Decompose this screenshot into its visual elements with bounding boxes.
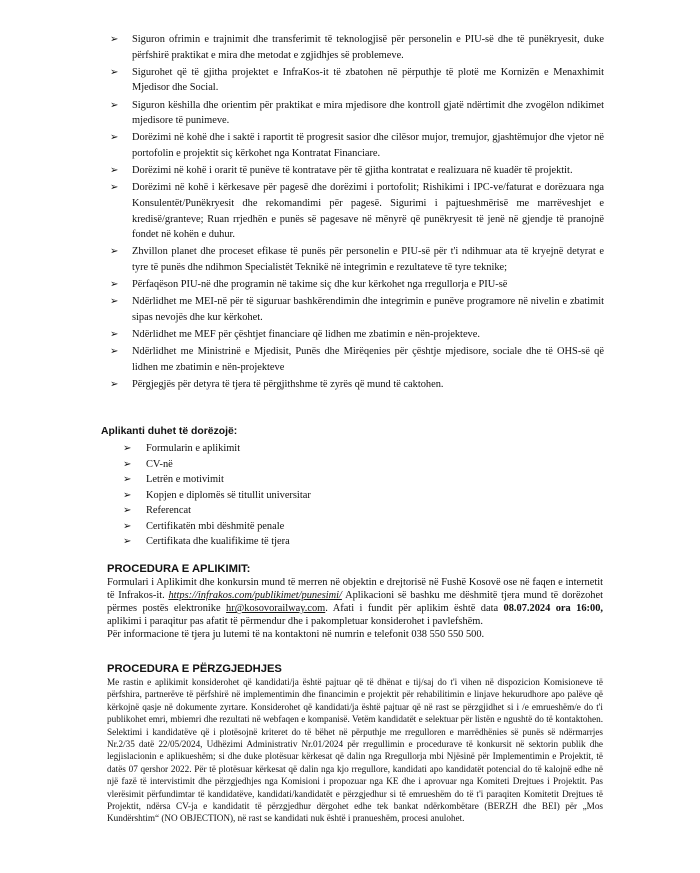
document-text: Letrën e motivimit bbox=[146, 474, 224, 485]
responsibility-item bbox=[104, 163, 604, 179]
document-item bbox=[123, 441, 311, 457]
responsibility-item bbox=[104, 32, 604, 63]
arrow-bullet-icon: ➢ bbox=[110, 279, 119, 291]
document-item bbox=[123, 472, 311, 488]
arrow-bullet-icon: ➢ bbox=[123, 536, 132, 547]
document-item bbox=[123, 488, 311, 504]
responsibility-item bbox=[104, 65, 604, 96]
application-text-1: Formulari i Aplikimit dhe konkursin mund të merren në objektin e drejtorisë në Fushë Kosovë ose në faqen e internetit të Infrakos-it. bbox=[107, 577, 603, 602]
contact-paragraph: Për informacione të tjera ju lutemi të na kontaktoni në numrin e telefonit 038 550 550 500. bbox=[107, 629, 485, 641]
responsibility-text: Siguron këshilla dhe orientim për praktikat e mira mjedisore dhe kontroll gjatë ndërtimit dhe zvogëlon ndikimet mjedisore të punimeve. bbox=[132, 99, 604, 127]
application-text-2: Aplikacioni së bashku me dëshmitë tjera mund të dorëzohet përmes postës elektronike bbox=[107, 590, 603, 615]
document-text: Certifikatën mbi dëshmitë penale bbox=[146, 520, 285, 532]
application-section bbox=[107, 562, 603, 641]
arrow-bullet-icon: ➢ bbox=[110, 346, 119, 358]
responsibility-item bbox=[104, 344, 604, 375]
application-deadline: 08.07.2024 ora 16:00, bbox=[503, 603, 604, 615]
application-text-3: . Afati i fundit për aplikim është data bbox=[325, 603, 504, 615]
documents-title: Aplikanti duhet të dorëzojë: bbox=[101, 426, 238, 437]
arrow-bullet-icon: ➢ bbox=[110, 99, 119, 111]
document-text: CV-në bbox=[146, 458, 173, 470]
responsibility-item bbox=[104, 277, 604, 293]
selection-paragraph: Me rastin e aplikimit konsiderohet që kandidati/ja është pajtuar që të dhënat e tij/saj do t'i vihen në dispozicion Komisioneve të përfshira, partnerëve të përfshirë në implementimin dhe financimin e projektit për rehabilitimin e linjave hekurudhore apo palëve që kërkojnë qasje në dokumente zyrtare. Konsiderohet që kandidati/ja është pajtuar që në rast se përzgjidhet si i /e emrueshëm/e do t'i publikohet emri, mbiemri dhe rezultati në webfaqen e kompanisë. Vetëm kandidatët e selektuar për listën e ngushtë do të kontaktohen. Selektimi i kandidatëve që i plotësojnë kriteret do të bëhet në përputhje me rregulloren e marrëdhënies së punës së ndërmarrjes Nr.2/35 datë 22/05/2024, Udhëzimi Administrativ Nr.01/2024 për rregullimin e procedurave të konkursit në sektorin publik dhe legjislacionin e aplikueshëm; si dhe duke plotësuar kërkesat që dalin nga Rregullorja mbi Njësinë për Implementimin e Projektit, të datës 07 qershor 2022. Për të plotësuar kërkesat që dalin nga kjo rregullore, kandidati apo kandidatët potencial do të kalojnë edhe në një fazë të intervistimit dhe përzgjedhjes nga Komisioni i propozuar nga KE dhe i aprovuar nga Komiteti Drejtues i Projektit. Pas vlerësimit përfundimtar të kandidatëve, kandidati/kandidatët e përzgjedhur si të emrueshëm do të t'i paraqiten Komitetit Drejtues të Projektit, ndërsa CV-ja e kandidatit të përzgjedhur dërgohet edhe tek bankat ndërkombëtare (BERZH dhe BEI) për „Mos Kundërshtim“ (NO OBJECTION), në rast se kandidati nuk është i pranueshëm, procesi anulohet. bbox=[107, 677, 603, 824]
document-text: Referencat bbox=[146, 505, 191, 516]
arrow-bullet-icon: ➢ bbox=[110, 132, 119, 144]
responsibility-text: Siguron ofrimin e trajnimit dhe transferimit të teknologjisë për personelin e PIU-së dhe të punëkryesit, duke përfshirë praktikat e mira dhe metodat e zgjidhjes së problemeve. bbox=[132, 34, 604, 61]
application-paragraph bbox=[107, 576, 603, 628]
hr-email-link[interactable]: hr@kosovorailway.com bbox=[226, 603, 326, 615]
document-item bbox=[123, 519, 311, 535]
arrow-bullet-icon: ➢ bbox=[123, 474, 132, 485]
responsibility-text: Ndërlidhet me Ministrinë e Mjedisit, Punës dhe Mirëqenies për çështje mjedisore, sociale dhe të OHS-së që lidhen me zbatimin e nën-projekteve bbox=[132, 346, 604, 373]
responsibility-item bbox=[104, 244, 604, 275]
responsibility-text: Ndërlidhet me MEF për çështjet financiare që lidhen me zbatimin e nën-projekteve. bbox=[132, 329, 480, 341]
infrakos-link[interactable]: https://infrakos.com/publikimet/punesimi/ bbox=[168, 590, 342, 602]
selection-title: PROCEDURA E PËRZGJEDHJES bbox=[107, 663, 282, 675]
arrow-bullet-icon: ➢ bbox=[123, 489, 132, 501]
responsibility-text: Dorëzimi në kohë i kërkesave për pagesë dhe dorëzimi i portofolit; Rishikimi i IPC-ve/faturat e dorëzuara nga Konsulentët/Punëkryesit dhe rekomandimi për pagesë. Sigurimi i pajtueshmërisë me marrëveshjet e kredisë/granteve; Ruan rrjedhën e punës së pagesave në mënyrë që punëkryesit të jenë në gjendje të pranojnë fondet në kohën e duhur. bbox=[132, 182, 604, 241]
responsibility-text: Përfaqëson PIU-në dhe programin në takime siç dhe kur kërkohet nga rregullorja e PIU-së bbox=[132, 279, 508, 291]
documents-list bbox=[123, 441, 311, 550]
responsibility-text: Sigurohet që të gjitha projektet e InfraKos-it të zbatohen në përputhje të plotë me Kornizën e Menaxhimit Mjedisor dhe Social. bbox=[132, 66, 604, 94]
document-text: Kopjen e diplomës së titullit universitar bbox=[146, 489, 311, 501]
arrow-bullet-icon: ➢ bbox=[110, 165, 119, 177]
responsibility-text: Përgjegjës për detyra të tjera të përgjithshme të zyrës që mund të caktohen. bbox=[132, 379, 444, 390]
responsibilities-list bbox=[104, 32, 604, 394]
arrow-bullet-icon: ➢ bbox=[123, 443, 132, 454]
arrow-bullet-icon: ➢ bbox=[110, 66, 119, 78]
responsibility-item bbox=[104, 180, 604, 242]
arrow-bullet-icon: ➢ bbox=[110, 34, 119, 45]
responsibility-item bbox=[104, 377, 604, 393]
arrow-bullet-icon: ➢ bbox=[110, 379, 119, 390]
selection-section bbox=[107, 662, 603, 825]
responsibility-item bbox=[104, 294, 604, 325]
arrow-bullet-icon: ➢ bbox=[110, 182, 119, 194]
document-text: Certifikata dhe kualifikime të tjera bbox=[146, 536, 290, 547]
responsibility-text: Dorëzimi në kohë i orarit të punëve të kontratave për të gjitha kontratat e realizuara në kuadër të projektit. bbox=[132, 165, 573, 177]
arrow-bullet-icon: ➢ bbox=[123, 520, 132, 532]
document-text: Formularin e aplikimit bbox=[146, 443, 241, 454]
responsibility-item bbox=[104, 130, 604, 161]
arrow-bullet-icon: ➢ bbox=[123, 505, 132, 516]
application-title: PROCEDURA E APLIKIMIT: bbox=[107, 563, 251, 575]
arrow-bullet-icon: ➢ bbox=[110, 246, 119, 258]
responsibility-item bbox=[104, 98, 604, 129]
responsibility-text: Dorëzimi në kohë dhe i saktë i raportit të progresit sasior dhe cilësor mujor, tremujor, gjashtëmujor dhe vjetor në portofolin e projektit siç kërkohet nga Kontratat Financiare. bbox=[132, 132, 604, 159]
application-text-4: aplikimi i paraqitur pas afatit të përmendur dhe i pakompletuar konsiderohet i pavlefshëm. bbox=[107, 616, 483, 628]
document-item bbox=[123, 457, 311, 473]
document-item bbox=[123, 534, 311, 550]
responsibility-text: Zhvillon planet dhe proceset efikase të punës për personelin e PIU-së për t'i ndihmuar ata të kryejnë detyrat e tyre të punës dhe ndihmon Specialistët Teknikë në integrimin e rezultateve të tyre teknike; bbox=[132, 246, 604, 273]
document-item bbox=[123, 503, 311, 519]
arrow-bullet-icon: ➢ bbox=[110, 296, 119, 308]
arrow-bullet-icon: ➢ bbox=[110, 329, 119, 341]
responsibility-item bbox=[104, 327, 604, 343]
arrow-bullet-icon: ➢ bbox=[123, 458, 132, 470]
responsibility-text: Ndërlidhet me MEI-në për të siguruar bashkërendimin dhe integrimin e punëve programore në nivelin e zbatimit sipas nevojës dhe kur kërkohet. bbox=[132, 296, 604, 323]
